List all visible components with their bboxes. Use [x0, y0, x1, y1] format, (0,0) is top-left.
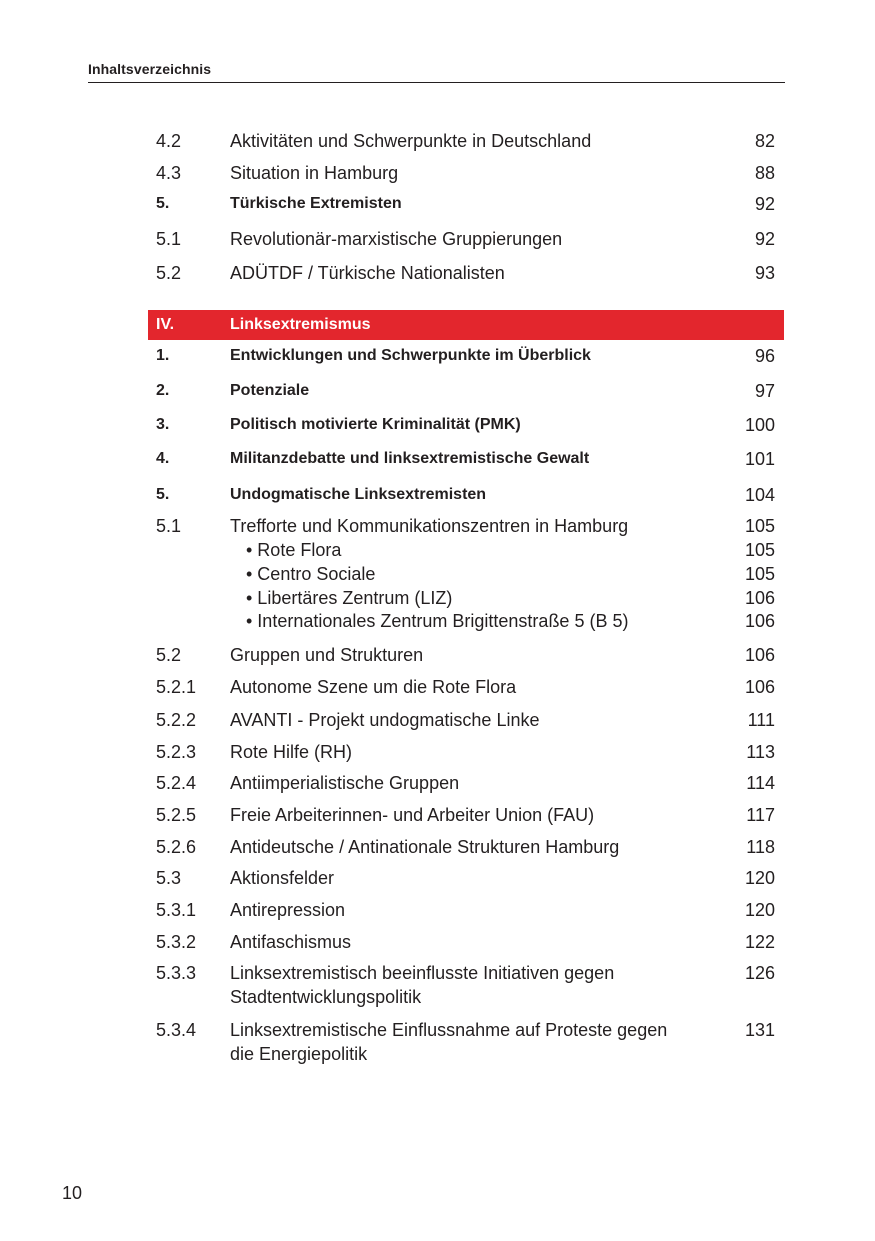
entry-title: Linksextremistische Einflussnahme auf Proteste gegen [230, 1020, 668, 1040]
entry-title: Potenziale [230, 382, 310, 399]
bullet-page: 105 [744, 564, 775, 584]
entry-page: 82 [754, 131, 775, 151]
bullet-page: 105 [744, 540, 775, 560]
section-heading-bar[interactable] [148, 310, 784, 340]
page-number: 10 [62, 1183, 83, 1203]
entry-title: Militanzdebatte und linksextremistische Gewalt [230, 450, 590, 467]
entry-page: 96 [754, 346, 775, 366]
entry-number: 5. [156, 195, 170, 212]
section-number: IV. [156, 316, 175, 333]
section-title: Linksextremismus [230, 316, 371, 333]
entry-page: 120 [744, 868, 775, 888]
entry-page: 113 [746, 742, 775, 762]
entry-title: Antideutsche / Antinationale Strukturen Hamburg [230, 837, 620, 857]
entry-title: Rote Hilfe (RH) [230, 742, 353, 762]
entry-number: 5.3.4 [156, 1020, 197, 1040]
entry-number: 4.3 [156, 163, 182, 183]
entry-title: Autonome Szene um die Rote Flora [230, 677, 517, 697]
entry-number: 5.2.4 [156, 773, 197, 793]
entry-page: 111 [747, 710, 775, 730]
entry-number: 4.2 [156, 131, 182, 151]
entry-number: 4. [156, 450, 170, 467]
entry-number: 5.3.1 [156, 900, 197, 920]
toc-bullet-item[interactable]: • Centro Sociale [246, 564, 376, 584]
entry-number: 5.3 [156, 868, 182, 888]
entry-title: Trefforte und Kommunikationszentren in Hamburg [230, 516, 629, 536]
entry-title: Linksextremistisch beeinflusste Initiativen gegen [230, 963, 615, 983]
entry-title-continued: die Energiepolitik [230, 1044, 368, 1064]
entry-title: Antifaschismus [230, 932, 352, 952]
entry-number: 5.3.3 [156, 963, 197, 983]
bullet-page: 106 [744, 611, 775, 631]
entry-page: 122 [744, 932, 775, 952]
entry-title: Antirepression [230, 900, 346, 920]
entry-page: 105 [744, 516, 775, 536]
entry-title: Gruppen und Strukturen [230, 645, 424, 665]
toc-bullet-item[interactable]: • Libertäres Zentrum (LIZ) [246, 588, 453, 608]
entry-page: 126 [744, 963, 775, 983]
entry-title: Situation in Hamburg [230, 163, 399, 183]
entry-page: 120 [744, 900, 775, 920]
entry-page: 106 [744, 645, 775, 665]
entry-title: Aktivitäten und Schwerpunkte in Deutschland [230, 131, 592, 151]
entry-number: 5.2.2 [156, 710, 197, 730]
entry-title: Freie Arbeiterinnen- und Arbeiter Union (FAU) [230, 805, 595, 825]
entry-page: 114 [746, 773, 775, 793]
entry-title: Antiimperialistische Gruppen [230, 773, 460, 793]
toc-bullet-item[interactable]: • Internationales Zentrum Brigittenstraße 5 (B 5) [246, 611, 629, 631]
entry-number: 5.2.6 [156, 837, 197, 857]
entry-page: 92 [754, 229, 775, 249]
entry-title: Revolutionär-marxistische Gruppierungen [230, 229, 563, 249]
entry-page: 117 [746, 805, 775, 825]
header-title: Inhaltsverzeichnis [88, 61, 212, 77]
entry-number: 5. [156, 486, 170, 503]
entry-title-continued: Stadtentwicklungspolitik [230, 987, 422, 1007]
entry-title: Undogmatische Linksextremisten [230, 486, 487, 503]
entry-number: 1. [156, 347, 170, 364]
entry-page: 100 [744, 415, 775, 435]
entry-page: 97 [754, 381, 775, 401]
entry-title: Türkische Extremisten [230, 195, 402, 212]
entry-number: 5.2.3 [156, 742, 197, 762]
entry-number: 5.2.1 [156, 677, 197, 697]
bullet-page: 106 [744, 588, 775, 608]
entry-page: 131 [744, 1020, 775, 1040]
entry-number: 3. [156, 416, 170, 433]
entry-page: 118 [746, 837, 775, 857]
entry-title: ADÜTDF / Türkische Nationalisten [230, 263, 505, 283]
entry-title: Entwicklungen und Schwerpunkte im Überblick [230, 347, 591, 364]
entry-title: AVANTI - Projekt undogmatische Linke [230, 710, 540, 730]
entry-number: 5.2 [156, 263, 182, 283]
entry-title: Politisch motivierte Kriminalität (PMK) [230, 416, 521, 433]
entry-number: 2. [156, 382, 170, 399]
entry-page: 101 [744, 449, 775, 469]
entry-number: 5.1 [156, 229, 182, 249]
entry-number: 5.2.5 [156, 805, 197, 825]
entry-number: 5.2 [156, 645, 182, 665]
entry-page: 93 [754, 263, 775, 283]
entry-page: 104 [744, 485, 775, 505]
entry-page: 106 [744, 677, 775, 697]
entry-number: 5.1 [156, 516, 182, 536]
toc-bullet-item[interactable]: • Rote Flora [246, 540, 342, 560]
entry-title: Aktionsfelder [230, 868, 335, 888]
entry-number: 5.3.2 [156, 932, 197, 952]
entry-page: 92 [754, 194, 775, 214]
entry-page: 88 [754, 163, 775, 183]
